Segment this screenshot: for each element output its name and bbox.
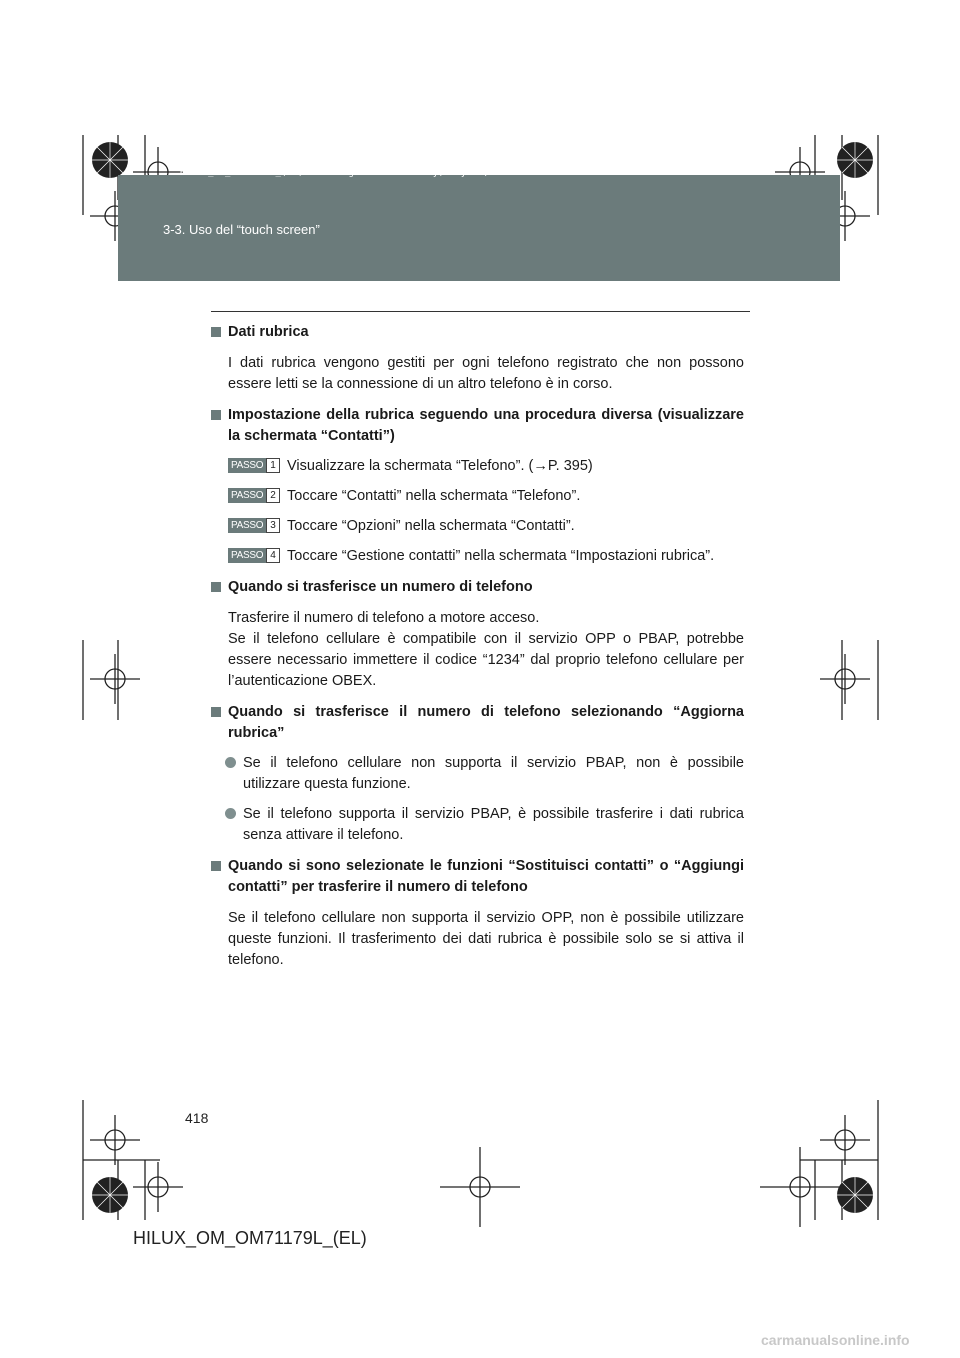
step-badge: PASSO 3 <box>228 518 280 533</box>
step-badge: PASSO 1 <box>228 458 280 473</box>
paragraph: Se il telefono cellulare non supporta il servizio OPP, non è possibile utilizzare queste funzioni. Il trasferimento dei dati rubrica è possibile solo se si attiva il telefono. <box>228 910 744 968</box>
heading-impostazione: Impostazione della rubrica seguendo una procedura diversa (visualizzare la schermata “Contatti”) <box>211 405 744 447</box>
step-3 <box>211 516 744 537</box>
square-bullet-icon <box>211 861 221 871</box>
step-1 <box>211 456 744 477</box>
step-text: Toccare “Gestione contatti” nella schermata “Impostazioni rubrica”. <box>287 548 715 564</box>
round-bullet-icon <box>225 808 236 819</box>
square-bullet-icon <box>211 410 221 420</box>
document-code: HILUX_OM_OM71179L_(EL) <box>133 1228 367 1248</box>
step-4 <box>211 546 744 567</box>
square-bullet-icon <box>211 327 221 337</box>
step-badge: PASSO 2 <box>228 488 280 503</box>
heading-sostituisci-contatti: Quando si sono selezionate le funzioni “Sostituisci contatti” o “Aggiungi contatti” per trasferire il numero di telefono <box>211 856 744 898</box>
step-2 <box>211 486 744 507</box>
heading-trasferimento: Quando si trasferisce un numero di telefono <box>211 577 744 598</box>
list-item: Se il telefono cellulare non supporta il servizio PBAP, non è possibile utilizzare questa funzione. <box>211 753 744 795</box>
book-info: HILUX_OM_OM71179L_(EL).book Page 418 Wednesday, May 16, 2012 11:37 AM <box>180 168 568 178</box>
step-text: Toccare “Opzioni” nella schermata “Contatti”. <box>287 518 575 534</box>
list-item: Se il telefono supporta il servizio PBAP, è possibile trasferire i dati rubrica senza attivare il telefono. <box>211 804 744 846</box>
square-bullet-icon <box>211 707 221 717</box>
section-title: 3-3. Uso del “touch screen” <box>163 222 320 237</box>
heading-dati-rubrica: Dati rubrica <box>211 322 744 343</box>
page-content <box>211 322 744 971</box>
page-number: 418 <box>185 1110 209 1126</box>
paragraph: Trasferire il numero di telefono a motore acceso. Se il telefono cellulare è compatibile con il servizio OPP o PBAP, potrebbe essere necessario immettere il codice “1234” dal proprio telefono cellulare per l’autenticazione OBEX. <box>228 610 744 689</box>
round-bullet-icon <box>225 757 236 768</box>
square-bullet-icon <box>211 582 221 592</box>
watermark: carmanualsonline.info <box>761 1332 910 1348</box>
heading-aggiorna-rubrica: Quando si trasferisce il numero di telefono selezionando “Aggiorna rubrica” <box>211 702 744 744</box>
divider <box>211 311 750 312</box>
paragraph: I dati rubrica vengono gestiti per ogni telefono registrato che non possono essere letti se la connessione di un altro telefono è in corso. <box>228 355 744 392</box>
step-badge: PASSO 4 <box>228 548 280 563</box>
step-text: Visualizzare la schermata “Telefono”. (→P. 395) <box>287 458 593 474</box>
step-text: Toccare “Contatti” nella schermata “Telefono”. <box>287 488 581 504</box>
